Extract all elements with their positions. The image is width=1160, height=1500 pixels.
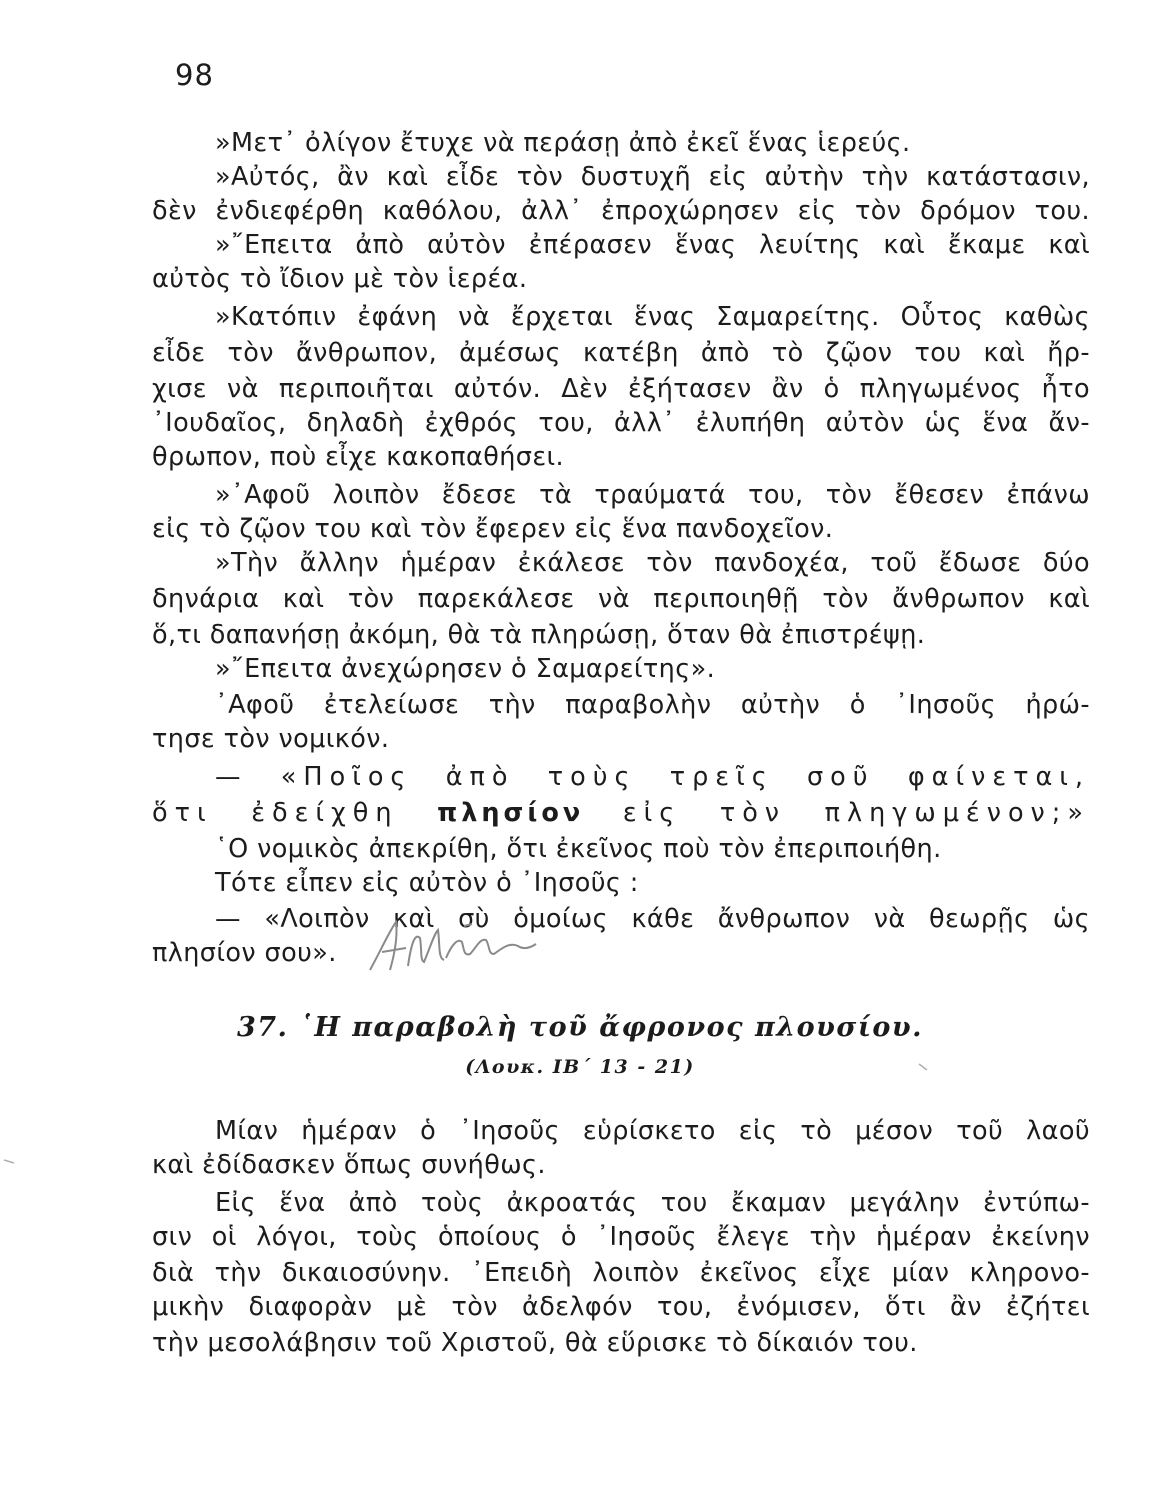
section-title: 37. ῾Η παραβολὴ τοῦ ἄφρονος πλουσίου. xyxy=(236,1012,924,1043)
text-line: ὅ,τι δαπανήσῃ ἀκόμη, θὰ τὰ πληρώσῃ, ὅταν θὰ ἐπιστρέψῃ. xyxy=(152,620,926,650)
text-line: »Κατόπιν ἐφάνη νὰ ἔρχεται ἕνας Σαμαρείτης. Οὗτος καθὼς xyxy=(215,302,1090,332)
text-line: »῎Επειτα ἀπὸ αὐτὸν ἐπέρασεν ἕνας λευίτης καὶ ἔκαμε καὶ xyxy=(215,230,1090,260)
text-line: »῎Επειτα ἀνεχώρησεν ὁ Σαμαρείτης». xyxy=(215,654,716,684)
scan-speck xyxy=(915,1060,935,1080)
text-line: μικὴν διαφορὰν μὲ τὸν ἀδελφόν του, ἐνόμισεν, ὅτι ἂν ἐζήτει xyxy=(152,1292,1090,1322)
text-line: τησε τὸν νομικόν. xyxy=(152,724,390,754)
page-number: 98 xyxy=(175,58,214,92)
question-text-after: εἰς τὸν πληγωμένον;» xyxy=(622,798,1090,828)
text-line: ᾽Ιουδαῖος, δηλαδὴ ἐχθρός του, ἀλλ᾽ ἐλυπήθη αὐτὸν ὡς ἕνα ἄν- xyxy=(152,408,1090,438)
text-line: ῾Ο νομικὸς ἀπεκρίθη, ὅτι ἐκεῖνος ποὺ τὸν ἐπεριποιήθη. xyxy=(215,834,942,864)
text-line: »Τὴν ἄλλην ἡμέραν ἐκάλεσε τὸν πανδοχέα, τοῦ ἔδωσε δύο xyxy=(215,548,1090,578)
text-line: Τότε εἶπεν εἰς αὐτὸν ὁ ᾽Ιησοῦς : xyxy=(215,868,639,898)
text-line: »᾽Αφοῦ λοιπὸν ἔδεσε τὰ τραύματά του, τὸν ἔθεσεν ἐπάνω xyxy=(215,480,1090,510)
text-line: θρωπον, ποὺ εἶχε κακοπαθήσει. xyxy=(152,442,565,472)
text-line: καὶ ἐδίδασκεν ὅπως συνήθως. xyxy=(152,1150,546,1180)
section-reference: (Λουκ. ΙΒ΄ 13 - 21) xyxy=(465,1056,695,1078)
question-line-2 xyxy=(152,796,1090,830)
text-line: σιν οἱ λόγοι, τοὺς ὁποίους ὁ ᾽Ιησοῦς ἔλεγε τὴν ἡμέραν ἐκείνην xyxy=(152,1222,1090,1252)
text-line: διὰ τὴν δικαιοσύνην. ᾽Επειδὴ λοιπὸν ἐκεῖνος εἶχε μίαν κληρονο- xyxy=(152,1258,1090,1288)
text-line: τὴν μεσολάβησιν τοῦ Χριστοῦ, θὰ εὕρισκε τὸ δίκαιόν του. xyxy=(152,1328,918,1358)
text-line: Εἰς ἕνα ἀπὸ τοὺς ἀκροατάς του ἔκαμαν μεγάλην ἐντύπω- xyxy=(215,1188,1090,1218)
text-line: δὲν ἐνδιεφέρθη καθόλου, ἀλλ᾽ ἐπροχώρησεν εἰς τὸν δρόμον του. xyxy=(152,196,1090,226)
text-line: αὐτὸς τὸ ἴδιον μὲ τὸν ἱερέα. xyxy=(152,264,528,294)
text-line: πλησίον σου». xyxy=(152,938,337,968)
text-line: δηνάρια καὶ τὸν παρεκάλεσε νὰ περιποιηθῇ τὸν ἄνθρωπον καὶ xyxy=(152,584,1090,614)
text-line: χισε νὰ περιποιῆται αὐτόν. Δὲν ἐξήτασεν ἂν ὁ πληγωμένος ἦτο xyxy=(152,374,1090,404)
scan-speck xyxy=(0,1150,20,1170)
text-line: Μίαν ἡμέραν ὁ ᾽Ιησοῦς εὑρίσκετο εἰς τὸ μέσον τοῦ λαοῦ xyxy=(215,1116,1090,1146)
question-text-before: ὅτι ἐδείχθη xyxy=(152,798,399,828)
text-line: »Αὐτός, ἂν καὶ εἶδε τὸν δυστυχῆ εἰς αὐτὴν τὴν κατάστασιν, xyxy=(215,162,1090,192)
text-line: εἶδε τὸν ἄνθρωπον, ἀμέσως κατέβη ἀπὸ τὸ ζῷον του καὶ ἤρ- xyxy=(152,338,1090,368)
question-bold-word: πλησίον xyxy=(437,798,585,828)
text-line: εἰς τὸ ζῷον του καὶ τὸν ἔφερεν εἰς ἕνα πανδοχεῖον. xyxy=(152,514,834,544)
text-line: ᾽Αφοῦ ἐτελείωσε τὴν παραβολὴν αὐτὴν ὁ ᾽Ιησοῦς ἠρώ- xyxy=(215,690,1090,720)
handwritten-signature xyxy=(360,908,560,988)
text-line: »Μετ᾽ ὀλίγον ἔτυχε νὰ περάσῃ ἀπὸ ἐκεῖ ἕνας ἱερεύς. xyxy=(215,128,911,158)
text-line: — «Λοιπὸν καὶ σὺ ὁμοίως κάθε ἄνθρωπον νὰ θεωρῇς ὡς xyxy=(215,904,1090,934)
question-line-1: — «Ποῖος ἀπὸ τοὺς τρεῖς σοῦ φαίνεται, xyxy=(215,762,1090,792)
